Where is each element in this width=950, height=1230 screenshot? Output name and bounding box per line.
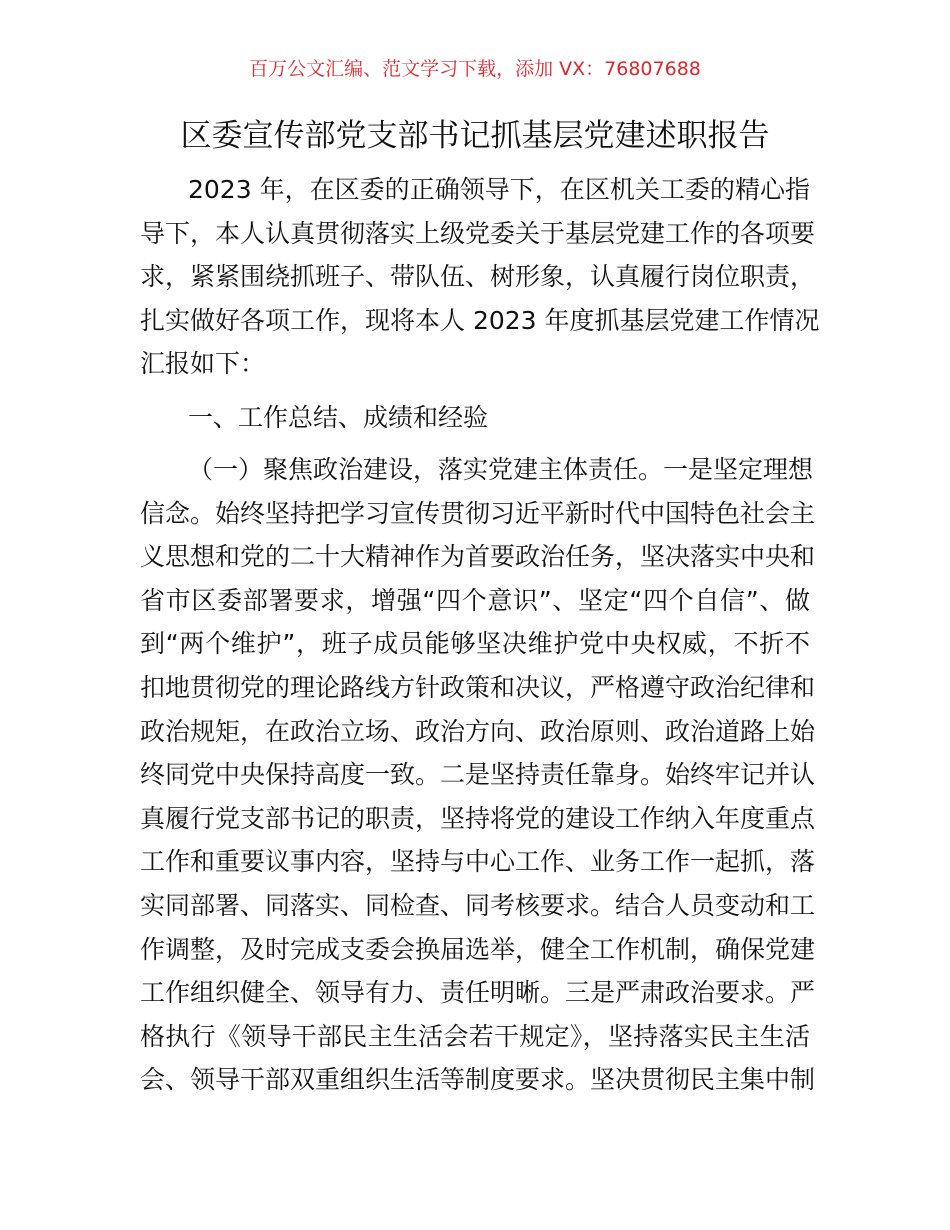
paragraph-line: 扎实做好各项工作，现将本人 2023 年度抓基层党建工作情况 [140, 305, 820, 335]
paragraph-line: 工作组织健全、领导有力、责任明晰。三是严肃政治要求。严 [140, 978, 816, 1008]
paragraph-line: 2023 年，在区委的正确领导下，在区机关工委的精心指 [188, 175, 810, 204]
paragraph-line: 真履行党支部书记的职责，坚持将党的建设工作纳入年度重点 [140, 803, 816, 833]
paragraph-line: 扣地贯彻党的理论路线方针政策和决议，严格遵守政治纪律和 [140, 672, 816, 702]
paragraph-line: 到“两个维护”，班子成员能够坚决维护党中央权威，不折不 [140, 629, 810, 659]
paragraph-line: 实同部署、同落实、同检查、同考核要求。结合人员变动和工 [140, 890, 816, 920]
paragraph-line: 作调整，及时完成支委会换届选举，健全工作机制，确保党建 [140, 934, 816, 964]
paragraph-line: 工作和重要议事内容，坚持与中心工作、业务工作一起抓，落 [140, 847, 816, 877]
section-heading: 一、工作总结、成绩和经验 [188, 403, 489, 432]
paragraph-line: 格执行《领导干部民主生活会若干规定》，坚持落实民主生活 [140, 1021, 810, 1051]
paragraph-line: 导下，本人认真贯彻落实上级党委关于基层党建工作的各项要 [140, 218, 816, 248]
watermark-banner: 百万公文汇编、范文学习下载，添加 VX：76807688 [249, 58, 701, 80]
paragraph-line: 求，紧紧围绕抓班子、带队伍、树形象，认真履行岗位职责， [140, 262, 816, 292]
paragraph-line: 省市区委部署要求，增强“四个意识”、坚定“四个自信”、做 [140, 585, 810, 615]
paragraph-line: 汇报如下： [140, 349, 266, 379]
paragraph-line: （一）聚焦政治建设，落实党建主体责任。一是坚定理想 [188, 455, 814, 484]
paragraph-line: 义思想和党的二十大精神作为首要政治任务，坚决落实中央和 [140, 542, 816, 572]
section-paragraph [140, 448, 816, 1102]
paragraph-line: 政治规矩，在政治立场、政治方向、政治原则、政治道路上始 [140, 716, 816, 746]
paragraph-line: 终同党中央保持高度一致。二是坚持责任靠身。始终牢记并认 [140, 760, 816, 790]
paragraph-line: 信念。始终坚持把学习宣传贯彻习近平新时代中国特色社会主 [140, 498, 816, 528]
document-title: 区委宣传部党支部书记抓基层党建述职报告 [180, 118, 770, 154]
intro-paragraph [140, 168, 820, 386]
paragraph-line: 会、领导干部双重组织生活等制度要求。坚决贯彻民主集中制 [140, 1065, 816, 1095]
